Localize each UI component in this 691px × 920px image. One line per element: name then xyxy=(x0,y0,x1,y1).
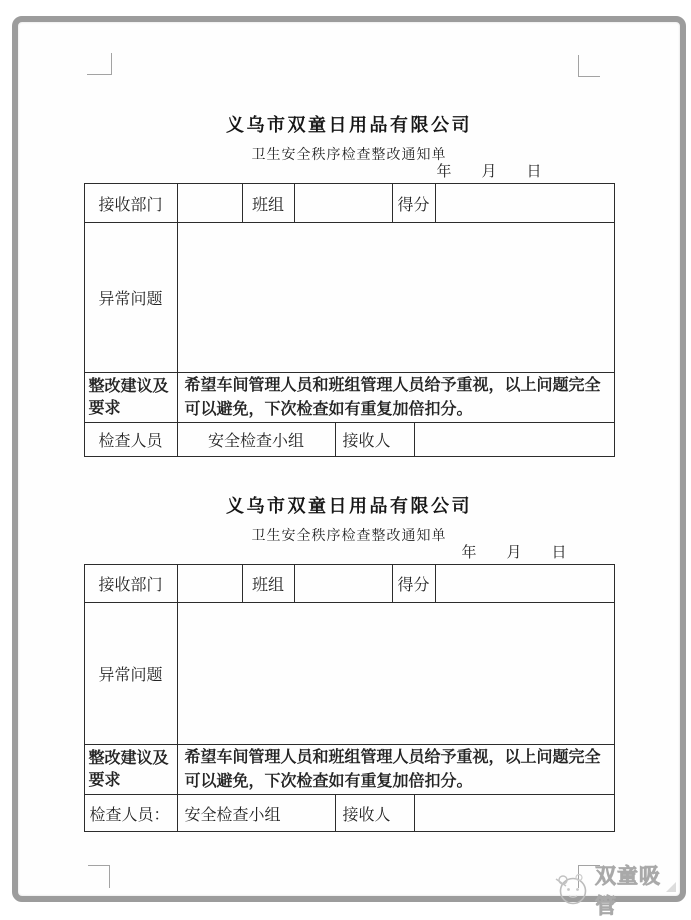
page-content-area xyxy=(18,22,680,918)
table-row-signatures xyxy=(85,795,614,831)
watermark-text: 双童吸管 xyxy=(595,865,661,918)
team-value xyxy=(295,565,393,602)
score-label: 得分 xyxy=(393,565,436,602)
inspector-value: 安全检查小组 xyxy=(178,423,336,456)
inspector-value: 安全检查小组 xyxy=(178,795,336,831)
page-curl-decoration xyxy=(666,882,676,892)
table-row-header xyxy=(85,184,614,223)
date-line: 年 月 日 xyxy=(436,163,542,180)
receiving-dept-label: 接收部门 xyxy=(85,565,178,602)
inspector-label: 检查人员 xyxy=(85,423,178,456)
margin-mark-bottom-left xyxy=(88,865,110,888)
rectification-label: 整改建议及要求 xyxy=(85,745,178,794)
table-row-signatures xyxy=(85,423,614,456)
abnormal-problems-label: 异常问题 xyxy=(85,603,178,744)
score-value xyxy=(436,565,614,602)
table-row-suggestions xyxy=(85,373,614,423)
abnormal-problems-label: 异常问题 xyxy=(85,223,178,372)
document-page xyxy=(12,16,686,918)
form-subtitle: 卫生安全秩序检查整改通知单 xyxy=(251,527,447,543)
receiver-label: 接收人 xyxy=(336,795,415,831)
table-row-header xyxy=(85,565,614,603)
margin-mark-top-right xyxy=(578,55,600,77)
team-label: 班组 xyxy=(243,565,295,602)
team-label: 班组 xyxy=(243,184,295,222)
receiver-value xyxy=(415,423,614,456)
form-subtitle: 卫生安全秩序检查整改通知单 xyxy=(251,146,447,162)
notice-form-1 xyxy=(18,112,680,457)
score-value xyxy=(436,184,614,222)
table-row-suggestions xyxy=(85,745,614,795)
notice-table xyxy=(84,564,615,832)
table-row-problems xyxy=(85,603,614,745)
receiver-value xyxy=(415,795,614,831)
team-value xyxy=(295,184,393,222)
notice-table xyxy=(84,183,615,457)
inspector-label: 检查人员： xyxy=(85,795,178,831)
table-row-problems xyxy=(85,223,614,373)
rectification-label: 整改建议及要求 xyxy=(85,373,178,422)
receiving-dept-label: 接收部门 xyxy=(85,184,178,222)
notice-form-2 xyxy=(18,493,680,832)
abnormal-problems-value xyxy=(178,223,614,372)
rectification-content: 希望车间管理人员和班组管理人员给予重视，以上问题完全可以避免，下次检查如有重复加倍扣分。 xyxy=(184,377,601,418)
receiving-dept-value xyxy=(178,565,243,602)
receiver-label: 接收人 xyxy=(336,423,415,456)
score-label: 得分 xyxy=(393,184,436,222)
rectification-content: 希望车间管理人员和班组管理人员给予重视，以上问题完全可以避免，下次检查如有重复加倍扣分。 xyxy=(184,749,601,790)
receiving-dept-value xyxy=(178,184,243,222)
watermark-logo xyxy=(552,860,680,920)
company-title: 义乌市双童日用品有限公司 xyxy=(226,496,472,516)
shuangtong-panda-logo-icon xyxy=(552,868,592,913)
margin-mark-top-left xyxy=(87,53,112,75)
company-title: 义乌市双童日用品有限公司 xyxy=(226,115,472,135)
date-line: 年 月 日 xyxy=(461,544,567,561)
abnormal-problems-value xyxy=(178,603,614,744)
